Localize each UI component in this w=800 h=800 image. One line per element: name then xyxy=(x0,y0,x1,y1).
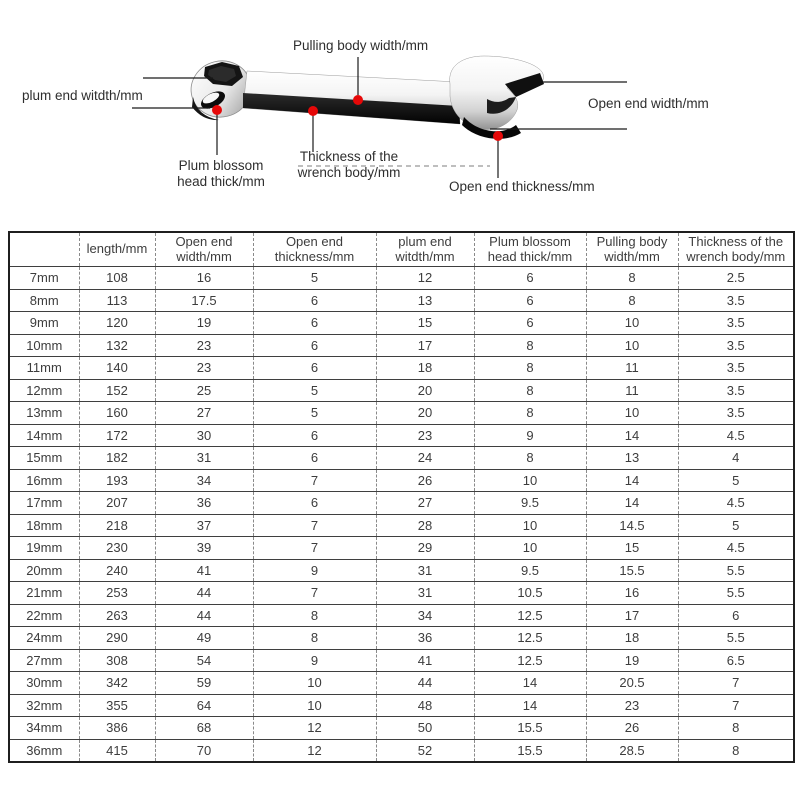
value-cell: 29 xyxy=(376,537,474,560)
value-cell: 23 xyxy=(155,357,253,380)
label-plum-blossom-head-thick: Plum blossom head thick/mm xyxy=(177,158,265,189)
value-cell: 8 xyxy=(586,289,678,312)
size-cell: 19mm xyxy=(9,537,79,560)
column-header: plum end witdth/mm xyxy=(376,232,474,267)
value-cell: 7 xyxy=(678,694,794,717)
value-cell: 23 xyxy=(376,424,474,447)
value-cell: 6 xyxy=(253,424,376,447)
label-pulling-body-width: Pulling body width/mm xyxy=(293,38,429,53)
open-end xyxy=(450,56,544,139)
value-cell: 8 xyxy=(474,447,586,470)
value-cell: 52 xyxy=(376,739,474,762)
wrench-shaft xyxy=(243,71,460,124)
value-cell: 13 xyxy=(586,447,678,470)
value-cell: 5 xyxy=(253,402,376,425)
value-cell: 39 xyxy=(155,537,253,560)
value-cell: 7 xyxy=(253,514,376,537)
value-cell: 5 xyxy=(253,267,376,290)
size-cell: 22mm xyxy=(9,604,79,627)
value-cell: 8 xyxy=(586,267,678,290)
value-cell: 34 xyxy=(376,604,474,627)
value-cell: 59 xyxy=(155,672,253,695)
value-cell: 6 xyxy=(678,604,794,627)
table-row xyxy=(9,672,794,695)
value-cell: 50 xyxy=(376,717,474,740)
size-cell: 12mm xyxy=(9,379,79,402)
value-cell: 9.5 xyxy=(474,492,586,515)
column-header: Open end thickness/mm xyxy=(253,232,376,267)
value-cell: 3.5 xyxy=(678,289,794,312)
value-cell: 355 xyxy=(79,694,155,717)
value-cell: 4.5 xyxy=(678,492,794,515)
table-row xyxy=(9,379,794,402)
value-cell: 15.5 xyxy=(474,739,586,762)
value-cell: 14 xyxy=(586,469,678,492)
callout-dot xyxy=(212,105,222,115)
label-open-end-width: Open end width/mm xyxy=(588,96,709,111)
value-cell: 6.5 xyxy=(678,649,794,672)
value-cell: 12.5 xyxy=(474,627,586,650)
value-cell: 6 xyxy=(253,289,376,312)
value-cell: 308 xyxy=(79,649,155,672)
value-cell: 5 xyxy=(678,469,794,492)
value-cell: 14.5 xyxy=(586,514,678,537)
value-cell: 172 xyxy=(79,424,155,447)
value-cell: 240 xyxy=(79,559,155,582)
value-cell: 6 xyxy=(253,357,376,380)
value-cell: 44 xyxy=(155,604,253,627)
value-cell: 182 xyxy=(79,447,155,470)
size-cell: 8mm xyxy=(9,289,79,312)
value-cell: 19 xyxy=(586,649,678,672)
callout-dot xyxy=(493,131,503,141)
value-cell: 7 xyxy=(253,582,376,605)
value-cell: 10 xyxy=(586,312,678,335)
value-cell: 152 xyxy=(79,379,155,402)
value-cell: 23 xyxy=(586,694,678,717)
value-cell: 41 xyxy=(155,559,253,582)
value-cell: 3.5 xyxy=(678,312,794,335)
value-cell: 5 xyxy=(253,379,376,402)
table-row xyxy=(9,694,794,717)
value-cell: 415 xyxy=(79,739,155,762)
value-cell: 6 xyxy=(474,289,586,312)
value-cell: 68 xyxy=(155,717,253,740)
value-cell: 17 xyxy=(376,334,474,357)
column-header xyxy=(9,232,79,267)
size-cell: 11mm xyxy=(9,357,79,380)
value-cell: 48 xyxy=(376,694,474,717)
spec-table-body xyxy=(9,267,794,763)
value-cell: 113 xyxy=(79,289,155,312)
value-cell: 12.5 xyxy=(474,604,586,627)
value-cell: 20 xyxy=(376,379,474,402)
value-cell: 132 xyxy=(79,334,155,357)
value-cell: 16 xyxy=(155,267,253,290)
value-cell: 9 xyxy=(474,424,586,447)
value-cell: 6 xyxy=(474,312,586,335)
value-cell: 290 xyxy=(79,627,155,650)
value-cell: 16 xyxy=(586,582,678,605)
value-cell: 70 xyxy=(155,739,253,762)
column-header: Open end width/mm xyxy=(155,232,253,267)
value-cell: 20.5 xyxy=(586,672,678,695)
value-cell: 8 xyxy=(253,604,376,627)
value-cell: 8 xyxy=(474,402,586,425)
value-cell: 3.5 xyxy=(678,334,794,357)
spec-table-head xyxy=(9,232,794,267)
value-cell: 12.5 xyxy=(474,649,586,672)
table-row xyxy=(9,424,794,447)
value-cell: 15.5 xyxy=(474,717,586,740)
value-cell: 6 xyxy=(253,312,376,335)
table-row xyxy=(9,604,794,627)
value-cell: 37 xyxy=(155,514,253,537)
value-cell: 15 xyxy=(586,537,678,560)
value-cell: 14 xyxy=(586,492,678,515)
table-row xyxy=(9,334,794,357)
size-cell: 20mm xyxy=(9,559,79,582)
value-cell: 108 xyxy=(79,267,155,290)
table-row xyxy=(9,559,794,582)
table-row xyxy=(9,312,794,335)
size-cell: 7mm xyxy=(9,267,79,290)
table-row xyxy=(9,357,794,380)
value-cell: 218 xyxy=(79,514,155,537)
value-cell: 17 xyxy=(586,604,678,627)
value-cell: 2.5 xyxy=(678,267,794,290)
table-row xyxy=(9,402,794,425)
value-cell: 30 xyxy=(155,424,253,447)
value-cell: 36 xyxy=(155,492,253,515)
table-row xyxy=(9,739,794,762)
size-cell: 13mm xyxy=(9,402,79,425)
value-cell: 8 xyxy=(732,742,740,758)
value-cell: 10 xyxy=(586,334,678,357)
value-cell: 10 xyxy=(253,694,376,717)
value-cell: 5.5 xyxy=(678,582,794,605)
wrench-illustration xyxy=(0,0,800,228)
size-cell: 27mm xyxy=(9,649,79,672)
value-cell: 6 xyxy=(253,492,376,515)
value-cell: 9 xyxy=(253,649,376,672)
table-row xyxy=(9,627,794,650)
size-cell: 21mm xyxy=(9,582,79,605)
value-cell: 342 xyxy=(79,672,155,695)
value-cell: 15.5 xyxy=(586,559,678,582)
table-row xyxy=(9,582,794,605)
value-cell: 14 xyxy=(474,672,586,695)
value-cell: 10 xyxy=(474,514,586,537)
size-cell: 14mm xyxy=(9,424,79,447)
value-cell: 5.5 xyxy=(678,627,794,650)
value-cell: 13 xyxy=(376,289,474,312)
value-cell: 36 xyxy=(376,627,474,650)
column-header: Thickness of the wrench body/mm xyxy=(678,232,794,267)
callout-dot xyxy=(308,106,318,116)
value-cell: 12 xyxy=(253,717,376,740)
value-cell: 193 xyxy=(79,469,155,492)
value-cell: 31 xyxy=(376,582,474,605)
value-cell: 25 xyxy=(155,379,253,402)
value-cell: 6 xyxy=(253,334,376,357)
column-header: length/mm xyxy=(79,232,155,267)
table-row xyxy=(9,537,794,560)
value-cell: 3.5 xyxy=(678,402,794,425)
size-cell: 32mm xyxy=(9,694,79,717)
value-cell: 4 xyxy=(678,447,794,470)
value-cell: 253 xyxy=(79,582,155,605)
value-cell: 8 xyxy=(474,334,586,357)
value-cell: 386 xyxy=(79,717,155,740)
value-cell: 11 xyxy=(586,379,678,402)
value-cell: 7 xyxy=(253,469,376,492)
value-cell: 31 xyxy=(376,559,474,582)
value-cell: 8 xyxy=(253,627,376,650)
size-cell: 34mm xyxy=(9,717,79,740)
value-cell: 3.5 xyxy=(678,379,794,402)
value-cell: 31 xyxy=(155,447,253,470)
value-cell: 44 xyxy=(155,582,253,605)
table-row xyxy=(9,649,794,672)
value-cell: 23 xyxy=(155,334,253,357)
value-cell: 8 xyxy=(474,379,586,402)
value-cell: 4.5 xyxy=(678,537,794,560)
wrench-diagram xyxy=(0,0,800,228)
label-thickness-wrench-body: Thickness of the wrench body/mm xyxy=(297,149,401,180)
value-cell: 64 xyxy=(155,694,253,717)
size-cell: 36mm xyxy=(9,739,79,762)
value-cell: 24 xyxy=(376,447,474,470)
value-cell: 20 xyxy=(376,402,474,425)
value-cell: 10.5 xyxy=(474,582,586,605)
table-row xyxy=(9,289,794,312)
table-row xyxy=(9,717,794,740)
value-cell: 34 xyxy=(155,469,253,492)
value-cell: 27 xyxy=(376,492,474,515)
value-cell: 12 xyxy=(253,739,376,762)
value-cell: 26 xyxy=(586,717,678,740)
value-cell: 140 xyxy=(79,357,155,380)
label-plum-end-width: plum end witdth/mm xyxy=(22,88,143,103)
value-cell: 10 xyxy=(253,672,376,695)
value-cell: 27 xyxy=(155,402,253,425)
label-open-end-thickness: Open end thickness/mm xyxy=(449,179,595,194)
value-cell: 7 xyxy=(678,672,794,695)
value-cell: 8 xyxy=(678,717,794,740)
value-cell: 6 xyxy=(253,447,376,470)
value-cell: 7 xyxy=(253,537,376,560)
table-row xyxy=(9,267,794,290)
header-row xyxy=(9,232,794,267)
value-cell: 230 xyxy=(79,537,155,560)
value-cell: 54 xyxy=(155,649,253,672)
value-cell: 4.5 xyxy=(678,424,794,447)
value-cell: 11 xyxy=(586,357,678,380)
value-cell: 12 xyxy=(376,267,474,290)
value-cell: 9.5 xyxy=(474,559,586,582)
spec-table-container xyxy=(8,231,793,763)
value-cell: 49 xyxy=(155,627,253,650)
value-cell: 28 xyxy=(376,514,474,537)
value-cell: 3.5 xyxy=(678,357,794,380)
value-cell: 17.5 xyxy=(155,289,253,312)
value-cell: 5 xyxy=(678,514,794,537)
column-header: Pulling body width/mm xyxy=(586,232,678,267)
value-cell: 9 xyxy=(253,559,376,582)
value-cell: 5.5 xyxy=(678,559,794,582)
size-cell: 18mm xyxy=(9,514,79,537)
table-row xyxy=(9,492,794,515)
value-cell: 10 xyxy=(586,402,678,425)
value-cell: 263 xyxy=(79,604,155,627)
size-cell: 9mm xyxy=(9,312,79,335)
value-cell: 18 xyxy=(586,627,678,650)
value-cell: 8 xyxy=(474,357,586,380)
value-cell: 18 xyxy=(376,357,474,380)
value-cell: 10 xyxy=(474,537,586,560)
column-header: Plum blossom head thick/mm xyxy=(474,232,586,267)
table-row xyxy=(9,514,794,537)
size-cell: 24mm xyxy=(9,627,79,650)
size-cell: 17mm xyxy=(9,492,79,515)
value-cell: 120 xyxy=(79,312,155,335)
value-cell: 41 xyxy=(376,649,474,672)
size-cell: 30mm xyxy=(9,672,79,695)
value-cell: 28.5 xyxy=(586,739,678,762)
value-cell: 14 xyxy=(474,694,586,717)
value-cell: 207 xyxy=(79,492,155,515)
value-cell: 26 xyxy=(376,469,474,492)
size-cell: 16mm xyxy=(9,469,79,492)
size-cell: 10mm xyxy=(9,334,79,357)
value-cell: 15 xyxy=(376,312,474,335)
callout-dot xyxy=(353,95,363,105)
value-cell: 10 xyxy=(474,469,586,492)
value-cell: 19 xyxy=(155,312,253,335)
value-cell: 160 xyxy=(79,402,155,425)
table-row xyxy=(9,447,794,470)
spec-table xyxy=(8,231,795,763)
value-cell: 6 xyxy=(474,267,586,290)
value-cell: 44 xyxy=(376,672,474,695)
table-row xyxy=(9,469,794,492)
value-cell: 14 xyxy=(586,424,678,447)
size-cell: 15mm xyxy=(9,447,79,470)
